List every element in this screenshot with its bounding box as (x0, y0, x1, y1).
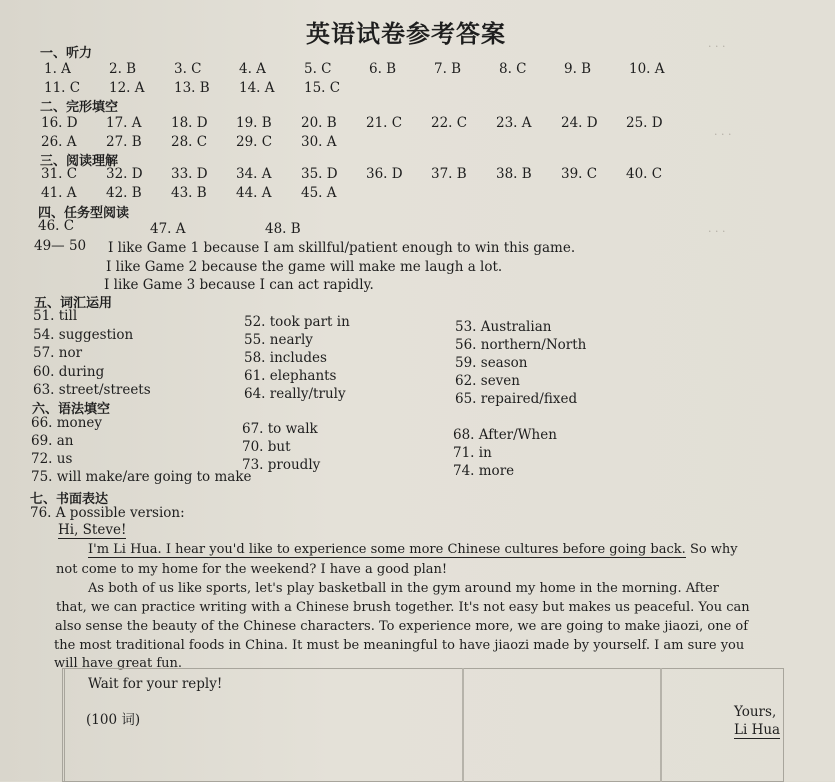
answer-item: 14. A (239, 80, 275, 96)
answer-item: 22. C (431, 115, 468, 131)
grammar-answer: 73. proudly (242, 457, 321, 473)
background-table-line (660, 668, 662, 782)
answer-item: 44. A (236, 185, 272, 201)
answer-item: 29. C (236, 134, 273, 150)
answer-item: 7. B (434, 61, 462, 77)
bleed-through-text: · · · (708, 225, 726, 238)
section-heading-grammar: 六、语法填空 (32, 402, 111, 417)
writing-line: also sense the beauty of the Chinese characters. To experience more, we are going to make jiaozi, one of (55, 619, 749, 634)
answer-item: 18. D (171, 115, 208, 131)
vocab-answer: 53. Australian (455, 319, 552, 335)
section-heading-writing: 七、书面表达 (30, 492, 109, 507)
vocab-column-2 (244, 313, 350, 403)
vocab-answer: 65. repaired/fixed (455, 391, 578, 407)
page-title: 英语试卷参考答案 (306, 20, 506, 48)
vocab-answer: 64. really/truly (244, 386, 346, 402)
grammar-column-2 (242, 420, 320, 474)
section-heading-cloze: 二、完形填空 (40, 100, 119, 115)
answer-item: 42. B (106, 185, 142, 201)
vocab-answer: 59. season (455, 355, 528, 371)
writing-underlined-sentence: I'm Li Hua. I hear you'd like to experience some more Chinese cultures before going back. (88, 542, 686, 557)
grammar-answer: 71. in (453, 445, 492, 461)
background-table-line (462, 668, 464, 782)
grammar-column-1 (31, 414, 252, 486)
answer-item: 20. B (301, 115, 337, 131)
answer-item: 45. A (301, 185, 337, 201)
answer-item: 36. D (366, 166, 403, 182)
vocab-answer: 57. nor (33, 345, 83, 361)
writing-text: So why (689, 542, 738, 557)
section-heading-listening: 一、听力 (40, 46, 93, 61)
vocab-answer: 63. street/streets (33, 382, 151, 398)
answer-item: 4. A (239, 61, 266, 77)
vocab-answer: 61. elephants (244, 368, 337, 384)
writing-line: will have great fun. (54, 656, 183, 671)
answer-item: 2. B (109, 61, 137, 77)
grammar-answer: 75. will make/are going to make (31, 469, 252, 485)
answer-item: 25. D (626, 115, 663, 131)
vocab-answer: 51. till (33, 308, 78, 324)
grammar-answer: 69. an (31, 433, 74, 449)
answer-item: 34. A (236, 166, 272, 182)
grammar-column-3 (453, 426, 557, 480)
answer-49-50-line-3: I like Game 3 because I can act rapidly. (104, 277, 374, 293)
answer-item: 26. A (41, 134, 77, 150)
answer-47: 47. A (150, 221, 186, 237)
answer-item: 9. B (564, 61, 592, 77)
answer-item: 28. C (171, 134, 208, 150)
writing-greeting: Hi, Steve! (58, 522, 127, 538)
grammar-answer: 70. but (242, 439, 291, 455)
answer-item: 3. C (174, 61, 202, 77)
answer-item: 38. B (496, 166, 532, 182)
grammar-answer: 68. After/When (453, 427, 557, 443)
answer-46: 46. C (38, 218, 75, 234)
vocab-answer: 60. during (33, 363, 105, 380)
grammar-answer: 74. more (453, 463, 515, 479)
vocab-answer: 54. suggestion (33, 326, 134, 343)
answer-item: 1. A (44, 61, 71, 77)
writing-line: the most traditional foods in China. It must be meaningful to have jiaozi made by yourself. I am sure you (54, 638, 745, 653)
answer-item: 27. B (106, 134, 142, 150)
writing-line: As both of us like sports, let's play basketball in the gym around my home in the morning. After (88, 581, 719, 596)
answer-item: 23. A (496, 115, 532, 131)
background-table-line (62, 668, 65, 782)
answer-item: 24. D (561, 115, 598, 131)
vocab-answer: 52. took part in (244, 314, 350, 330)
answer-item: 33. D (171, 166, 208, 182)
answer-item: 32. D (106, 166, 143, 182)
writing-line: that, we can practice writing with a Chinese brush together. It's not easy but makes us peaceful. You can (56, 600, 750, 615)
answer-item: 41. A (41, 185, 77, 201)
answer-item: 11. C (44, 80, 81, 96)
answer-item: 19. B (236, 115, 272, 131)
reading-answers (41, 165, 691, 203)
answer-item: 16. D (41, 115, 78, 131)
writing-signoff: Yours, (734, 704, 777, 720)
answer-item: 13. B (174, 80, 210, 96)
vocab-answer: 62. seven (455, 373, 520, 389)
bleed-through-text: · · · (708, 40, 726, 53)
grammar-answer: 66. money (31, 415, 103, 431)
writing-signature-name: Li Hua (734, 722, 781, 738)
bleed-through-text: · · · (714, 128, 732, 141)
writing-closing: Wait for your reply! (88, 676, 223, 692)
answer-item: 31. C (41, 166, 78, 182)
answer-item: 5. C (304, 61, 332, 77)
answer-item: 30. A (301, 134, 337, 150)
answer-49-50-number: 49— 50 (34, 238, 87, 254)
answer-item: 40. C (626, 166, 663, 182)
writing-word-count: (100 词) (86, 712, 141, 728)
answer-49-50-line-1: I like Game 1 because I am skillful/patient enough to win this game. (108, 240, 576, 256)
answer-item: 6. B (369, 61, 397, 77)
answer-item: 37. B (431, 166, 467, 182)
answer-item: 12. A (109, 80, 145, 96)
vocab-column-3 (455, 318, 586, 408)
answer-item: 17. A (106, 115, 142, 131)
answer-item: 21. C (366, 115, 403, 131)
answer-item: 8. C (499, 61, 527, 77)
grammar-answer: 67. to walk (242, 421, 318, 437)
vocab-answer: 56. northern/North (455, 337, 587, 353)
answer-item: 39. C (561, 166, 598, 182)
section-heading-task-reading: 四、任务型阅读 (38, 206, 130, 221)
writing-intro: 76. A possible version: (30, 505, 185, 521)
answer-item: 10. A (629, 61, 665, 77)
cloze-answers (41, 114, 691, 152)
answer-48: 48. B (265, 221, 301, 237)
vocab-column-1 (33, 307, 151, 400)
writing-line: not come to my home for the weekend? I have a good plan! (56, 562, 448, 577)
vocab-answer: 55. nearly (244, 332, 313, 348)
grammar-answer: 72. us (31, 451, 73, 467)
vocab-answer: 58. includes (244, 350, 327, 366)
section-heading-vocabulary: 五、词汇运用 (34, 296, 113, 311)
listening-answers (44, 60, 694, 98)
answer-item: 35. D (301, 166, 338, 182)
answer-item: 15. C (304, 80, 341, 96)
section-heading-reading: 三、阅读理解 (40, 154, 119, 169)
writing-line (88, 542, 738, 557)
answer-49-50-line-2: I like Game 2 because the game will make me laugh a lot. (106, 259, 503, 275)
answer-item: 43. B (171, 185, 207, 201)
